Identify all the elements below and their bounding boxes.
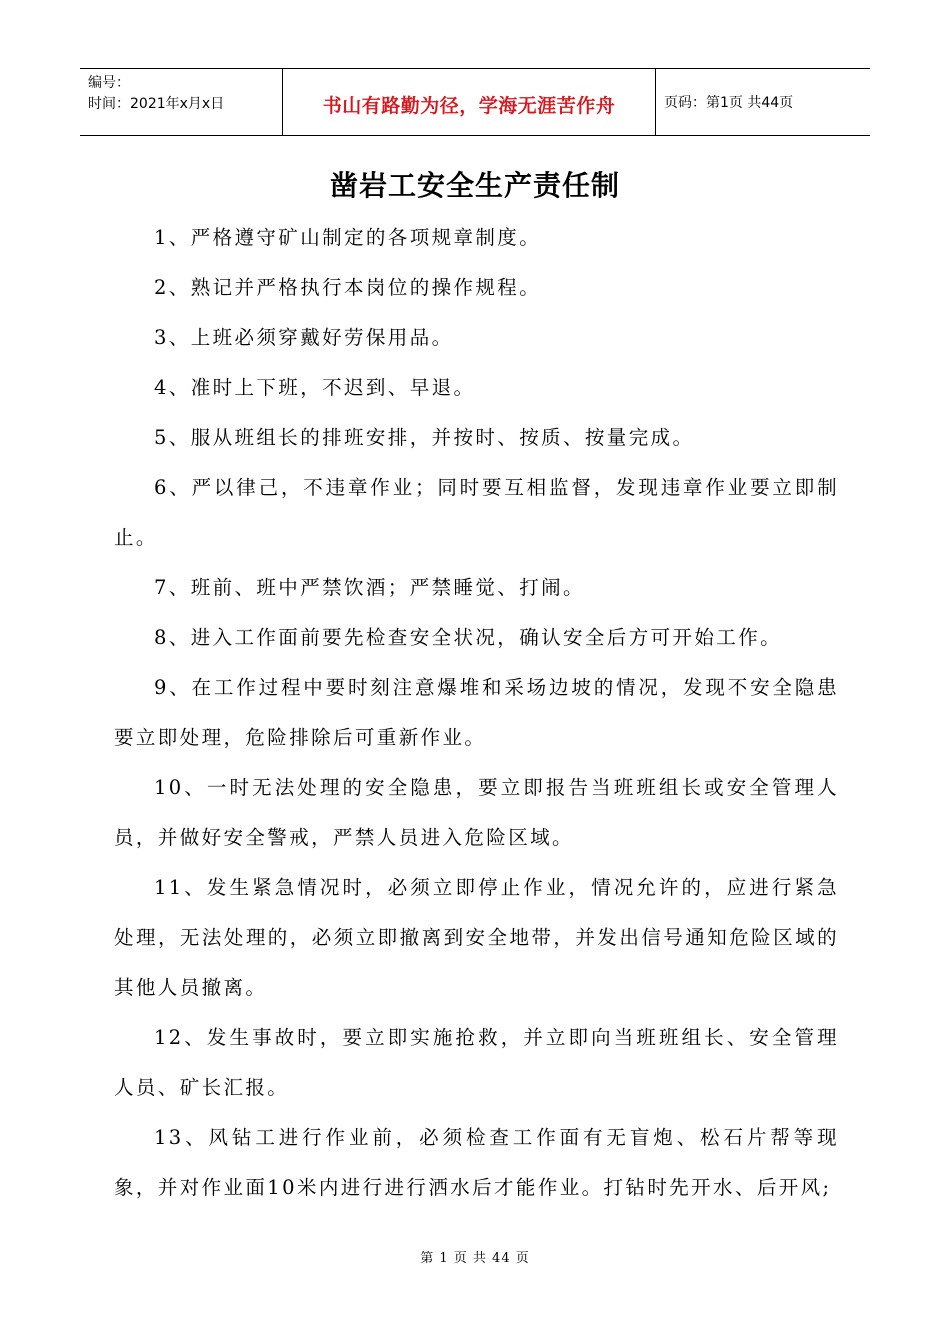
paragraph: 1、严格遵守矿山制定的各项规章制度。 xyxy=(154,226,542,249)
paragraph: 8、进入工作面前要先检查安全状况，确认安全后方可开始工作。 xyxy=(154,626,783,649)
document-body xyxy=(114,213,839,1213)
paragraph: 3、上班必须穿戴好劳保用品。 xyxy=(154,326,454,349)
paragraph: 11、发生紧急情况时，必须立即停止作业，情况允许的，应进行紧急处理，无法处理的，必须立即撤离到安全地带，并发出信号通知危险区域的其他人员撤离。 xyxy=(114,876,839,999)
page-info: 页码：第1页 共44页 xyxy=(664,95,794,111)
time-label: 时间：2021年x月x日 xyxy=(88,96,225,112)
paragraph: 5、服从班组长的排班安排，并按时、按质、按量完成。 xyxy=(154,426,695,449)
header-page-cell xyxy=(656,69,870,135)
document-header xyxy=(80,68,870,136)
paragraph: 6、严以律己，不违章作业；同时要互相监督，发现违章作业要立即制止。 xyxy=(114,476,839,549)
header-motto-cell xyxy=(283,69,656,135)
paragraph: 2、熟记并严格执行本岗位的操作规程。 xyxy=(154,276,542,299)
paragraph: 12、发生事故时，要立即实施抢救，并立即向当班班组长、安全管理人员、矿长汇报。 xyxy=(114,1026,839,1099)
paragraph: 13、风钻工进行作业前，必须检查工作面有无盲炮、松石片帮等现象，并对作业面10米内进行进行洒水后才能作业。打钻时先开水、后开风; xyxy=(114,1126,839,1199)
paragraph: 7、班前、班中严禁饮酒；严禁睡觉、打闹。 xyxy=(154,576,585,599)
paragraph: 4、准时上下班，不迟到、早退。 xyxy=(154,376,476,399)
paragraph: 10、一时无法处理的安全隐患，要立即报告当班班组长或安全管理人员，并做好安全警戒，严禁人员进入危险区域。 xyxy=(114,776,839,849)
motto-text: 书山有路勤为径，学海无涯苦作舟 xyxy=(322,94,616,117)
number-label: 编号： xyxy=(88,75,130,91)
page-footer: 第 1 页 共 44 页 xyxy=(420,1251,530,1266)
header-meta-cell xyxy=(80,69,283,135)
paragraph: 9、在工作过程中要时刻注意爆堆和采场边坡的情况，发现不安全隐患要立即处理，危险排除后可重新作业。 xyxy=(114,676,839,749)
document-title: 凿岩工安全生产责任制 xyxy=(329,169,620,202)
